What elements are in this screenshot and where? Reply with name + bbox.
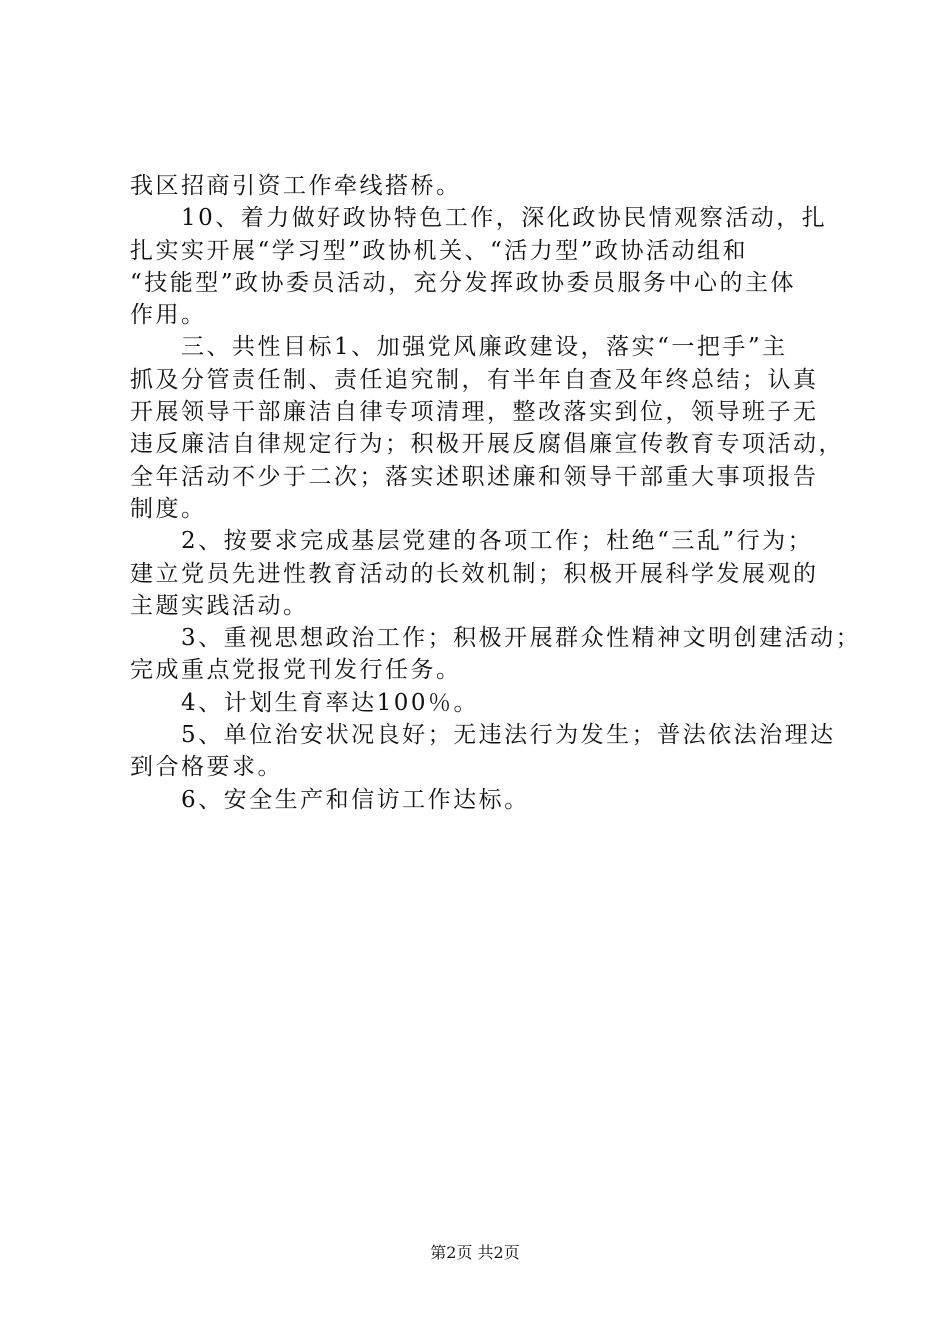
text-line: 完成重点党报党刊发行任务。 [130, 657, 462, 684]
text-line: 2、按要求完成基层党建的各项工作；杜绝“三乱”行为； [130, 528, 814, 555]
text-line: 3、重视思想政治工作；积极开展群众性精神文明创建活动； [130, 625, 862, 652]
text-line: 开展领导干部廉洁自律专项清理，整改落实到位，领导班子无 [130, 399, 819, 426]
text-line: 主题实践活动。 [130, 592, 309, 619]
text-line: 全年活动不少于二次；落实述职述廉和领导干部重大事项报告 [130, 463, 819, 490]
text-line: “技能型”政协委员活动，充分发挥政协委员服务中心的主体 [130, 269, 797, 296]
text-line: 三、共性目标1、加强党风廉政建设，落实“一把手”主 [130, 334, 788, 361]
text-line: 建立党员先进性教育活动的长效机制；积极开展科学发展观的 [130, 560, 819, 587]
text-line: 作用。 [130, 302, 207, 329]
text-line: 10、着力做好政协特色工作，深化政协民情观察活动，扎 [130, 205, 828, 232]
document-body [130, 170, 862, 816]
text-line: 扎实实开展“学习型”政协机关、“活力型”政协活动组和 [130, 237, 749, 264]
text-line: 制度。 [130, 495, 207, 522]
text-line: 违反廉洁自律规定行为；积极开展反腐倡廉宣传教育专项活动， [130, 431, 844, 458]
text-line: 我区招商引资工作牵线搭桥。 [130, 173, 462, 199]
text-line: 6、安全生产和信访工作达标。 [130, 786, 530, 813]
text-line: 到合格要求。 [130, 754, 283, 781]
text-line: 4、计划生育率达100％。 [130, 689, 480, 716]
text-line: 抓及分管责任制、责任追究制，有半年自查及年终总结；认真 [130, 366, 819, 393]
page-number-footer: 第2页 共2页 [430, 1243, 520, 1262]
text-line: 5、单位治安状况良好；无违法行为发生；普法依法治理达 [130, 722, 836, 749]
